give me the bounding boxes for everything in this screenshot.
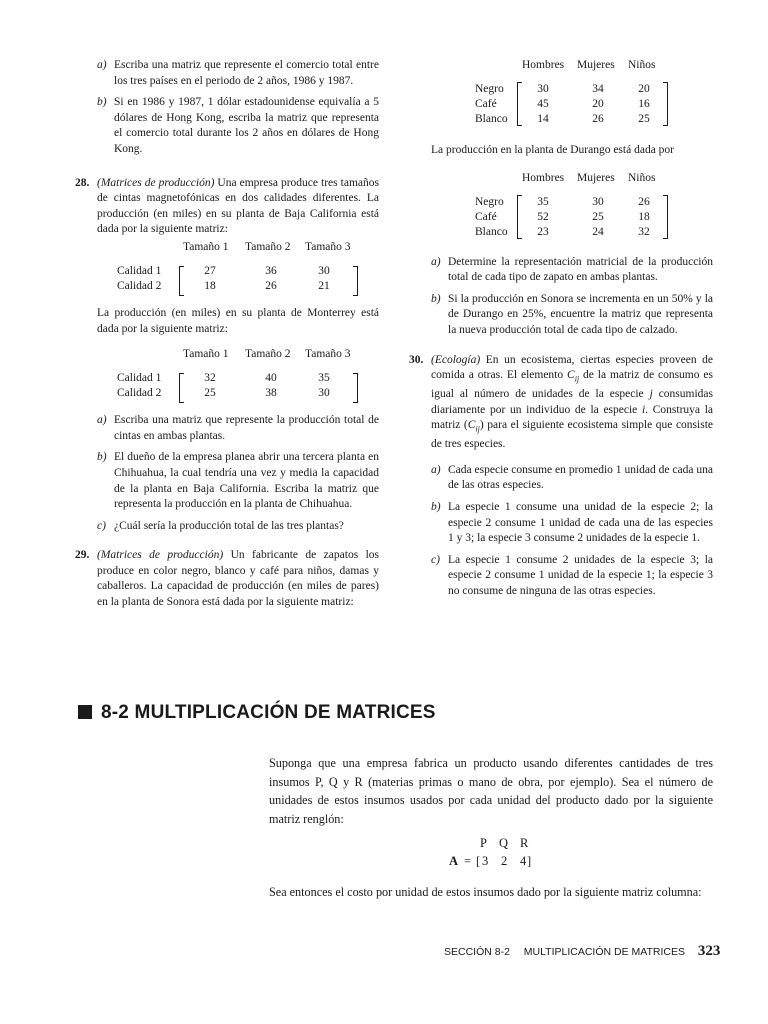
problem-29-part-b [431, 292, 713, 339]
problem-28-c-text: ¿Cuál sería la producción total de las tres plantas? [114, 519, 344, 532]
section-p1-text: Suponga que una empresa fabrica un producto usando diferentes cantidades de tres insumos P, Q y R (materias primas o mano de obra, por ejemplo). Sea el número de unidades de estos insumos usados por cada unidad del producto dado por la siguiente matriz renglón: [269, 756, 713, 826]
right-column [409, 58, 714, 605]
matrix-cell: 32 [638, 225, 650, 238]
section-p2-text: Sea entonces el costo por unidad de estos insumos dado por la siguiente matriz columna: [269, 885, 702, 899]
matrix-cell: 18 [638, 210, 650, 223]
problem-number: 30. [409, 353, 424, 366]
matrix-cell: 26 [265, 279, 277, 292]
row-matrix-A [440, 836, 560, 872]
matrix-cell: 40 [265, 372, 277, 385]
problem-28-part-c [97, 519, 379, 535]
matrix-cell: 25 [638, 113, 650, 125]
problem-29-a-text: Determine la representación matricial de la producción total de cada tipo de zapato en ambas plantas. [448, 255, 713, 284]
section-paragraph-2 [269, 883, 713, 902]
problem-number: 29. [75, 549, 90, 562]
col-header-r: R [520, 836, 529, 850]
matrix-cell: 34 [592, 83, 604, 95]
matrix-row [97, 386, 379, 402]
matrix-row [431, 97, 713, 113]
col-header: Mujeres [577, 59, 615, 71]
symbol-j: j [649, 388, 653, 401]
matrix-name: A [449, 854, 459, 868]
col-header: Hombres [522, 171, 565, 184]
part-label: a) [97, 59, 107, 71]
problem-29-b-text: Si la producción en Sonora se incrementa en un 50% y la de Durango en 25%, encuentre la matriz que representa la nueva producción total de cada tipo de calzado. [448, 292, 713, 336]
matrix-cell: 3 [482, 854, 489, 868]
symbol-c: C [567, 369, 575, 382]
matrix-cell: 14 [537, 113, 549, 125]
matrix-row [431, 225, 713, 241]
problem-30-text: ) para el siguiente ecosistema simple que consiste de tres especies. [431, 419, 713, 451]
matrix-cell: 25 [592, 210, 604, 223]
col-header: Niños [628, 59, 656, 71]
matrix-sonora [431, 58, 713, 128]
matrix-durango [431, 171, 713, 241]
row-label: Negro [475, 195, 504, 208]
problem-number: 28. [75, 176, 90, 189]
col-header-q: Q [499, 836, 509, 850]
matrix-cell: 25 [204, 387, 216, 400]
matrix-cell: 24 [592, 225, 604, 238]
footer-section-label: SECCIÓN 8-2 [444, 946, 510, 958]
matrix-monterrey-body [97, 371, 379, 405]
row-label: Café [475, 98, 497, 110]
matrix-cell: 30 [592, 195, 604, 208]
problem-topic: (Ecología) [431, 353, 481, 366]
col-header: Tamaño 2 [245, 240, 291, 253]
problem-28-text-2: La producción (en miles) en su planta de Monterrey está dada por la siguiente matriz: [97, 306, 379, 335]
row-label: Blanco [475, 225, 508, 238]
problem-28 [75, 176, 379, 238]
problem-30-text: de la matriz de consumo es igual al número de unidades de la especie [431, 369, 713, 401]
matrix-cell: 36 [265, 264, 277, 277]
problem-30-a-text: Cada especie consume en promedio 1 unidad de cada una de las otras especies. [448, 463, 713, 492]
matrix-cell: 26 [592, 113, 604, 125]
problem-topic: (Matrices de producción) [97, 549, 224, 562]
bracket-close: ] [527, 854, 532, 868]
symbol-sub: ij [475, 424, 480, 434]
row-label: Negro [475, 83, 504, 95]
col-header: Tamaño 3 [305, 348, 351, 361]
symbol-i: i [641, 403, 646, 416]
row-label: Calidad 2 [117, 279, 162, 292]
problem-30-text: . Construya la matriz ( [431, 403, 714, 432]
symbol-sub: ij [574, 374, 580, 384]
matrix-cell: 35 [537, 195, 549, 208]
matrix-row [431, 195, 713, 211]
row-label: Calidad 1 [117, 264, 162, 277]
matrix-cell: 30 [318, 387, 330, 400]
problem-30-b-text: La especie 1 consume una unidad de la especie 2; la especie 2 consume 1 unidad de cada una de las especies 1 y 3; la especie 3 consume 2 unidades de la especie 1. [448, 500, 713, 545]
problem-30-text: consumidas diariamente por un individuo de la especie [431, 388, 713, 416]
row-label: Calidad 1 [117, 372, 162, 385]
part-label: a) [431, 463, 441, 476]
equals-sign: = [464, 854, 472, 868]
problem-29-text: Un fabricante de zapatos los produce en color negro, blanco y café para niños, damas y caballeros. La capacidad de producción (en miles de pares) en la planta de Sonora está dada por la siguiente matriz: [97, 549, 379, 609]
matrix-row [97, 371, 379, 387]
matrix-cell: 45 [537, 98, 549, 110]
symbol-c: C [467, 419, 476, 432]
page-footer [444, 944, 720, 961]
problem-27-part-a [97, 58, 379, 89]
problem-30 [409, 353, 714, 453]
matrix-cell: 26 [638, 195, 650, 208]
matrix-cell: 16 [638, 98, 650, 110]
problem-27-part-b [97, 95, 379, 157]
problem-28-a-text: Escriba una matriz que represente la producción total de cintas en ambas plantas. [114, 414, 379, 442]
problem-topic: (Matrices de producción) [97, 176, 215, 189]
row-label: Blanco [475, 113, 508, 125]
matrix-cell: 32 [204, 372, 216, 385]
problem-27-a-text: Escriba una matriz que represente el comercio total entre los tres países en el periodo de 2 años, 1986 y 1987. [114, 59, 379, 87]
matrix-cell: 30 [318, 264, 330, 277]
problem-30-part-a [431, 463, 713, 494]
matrix-row [431, 210, 713, 226]
section-title: 8-2 MULTIPLICACIÓN DE MATRICES [101, 702, 436, 723]
matrix-cell: 30 [537, 83, 549, 95]
col-header: Tamaño 2 [245, 348, 291, 361]
matrix-cell: 52 [537, 210, 549, 223]
matrix-cell: 2 [501, 854, 508, 868]
matrix-cell: 20 [638, 83, 650, 95]
bracket-open: [ [476, 854, 481, 868]
problem-30-c-text: La especie 1 consume 2 unidades de la especie 3; la especie 2 consume 1 unidad de la especie 1; la especie 3 no consume de ninguna de las otras especies. [448, 553, 713, 597]
col-header: Mujeres [577, 171, 615, 184]
footer-section-title: MULTIPLICACIÓN DE MATRICES [523, 946, 685, 958]
part-label: a) [97, 414, 107, 427]
problem-30-text: En un ecosistema, ciertas especies proveen de comida a otras. El elemento [431, 353, 713, 382]
square-bullet-icon [78, 705, 92, 719]
matrix-cell: 35 [318, 372, 330, 385]
durango-intro: La producción en la planta de Durango está dada por [431, 144, 674, 156]
problem-27-b-text: Si en 1986 y 1987, 1 dólar estadounidense equivalía a 5 dólares de Hong Kong, escriba la matriz que representa el comercio total durante los 2 años en dólares de Hong Kong. [114, 96, 379, 155]
col-header: Hombres [522, 59, 565, 71]
matrix-cell: 18 [204, 279, 216, 292]
matrix-cell: 20 [592, 98, 604, 110]
part-label: b) [97, 96, 107, 109]
part-label: a) [431, 255, 441, 268]
problem-28-b-text: El dueño de la empresa planea abrir una tercera planta en Chihuahua, la cual tendría una vez y media la capacidad de la planta en Baja California. Escriba la matriz que representa la producción en la planta de Chihuahua. [114, 451, 379, 511]
col-header: Tamaño 3 [305, 240, 351, 253]
col-header: Tamaño 1 [183, 240, 229, 253]
matrix-row [97, 264, 379, 280]
problem-30-part-b [431, 500, 713, 547]
matrix-cell: 27 [204, 264, 216, 277]
page-number: 323 [697, 943, 721, 959]
section-paragraph-1 [269, 754, 713, 828]
matrix-row [97, 279, 379, 295]
col-header-p: P [480, 836, 487, 850]
part-label: b) [431, 292, 441, 305]
problem-29-part-a [431, 255, 713, 286]
left-column [75, 58, 379, 611]
matrix-baja-california-body [97, 264, 379, 298]
col-header: Tamaño 1 [183, 348, 229, 361]
part-label: c) [97, 519, 106, 532]
matrix-row [431, 82, 713, 98]
matrix-cell: 21 [318, 279, 330, 292]
matrix-row [431, 112, 713, 128]
part-label: c) [431, 553, 440, 566]
problem-29 [75, 548, 379, 610]
row-label: Café [475, 210, 497, 223]
section-heading [78, 702, 436, 723]
problem-28-text: Una empresa produce tres tamaños de cintas magnetofónicas en dos calidades diferentes. La producción (en miles) en su planta de Baja California está dada por la siguiente matriz: [97, 176, 379, 236]
matrix-cell: 38 [265, 387, 277, 400]
col-header: Niños [628, 171, 656, 184]
part-label: b) [97, 451, 107, 464]
problem-28-part-a [97, 413, 379, 444]
matrix-cell: 4 [520, 854, 527, 868]
matrix-cell: 23 [537, 225, 549, 238]
problem-28-part-b [97, 450, 379, 512]
row-label: Calidad 2 [117, 387, 162, 400]
problem-30-part-c [431, 553, 713, 600]
part-label: b) [431, 500, 441, 513]
